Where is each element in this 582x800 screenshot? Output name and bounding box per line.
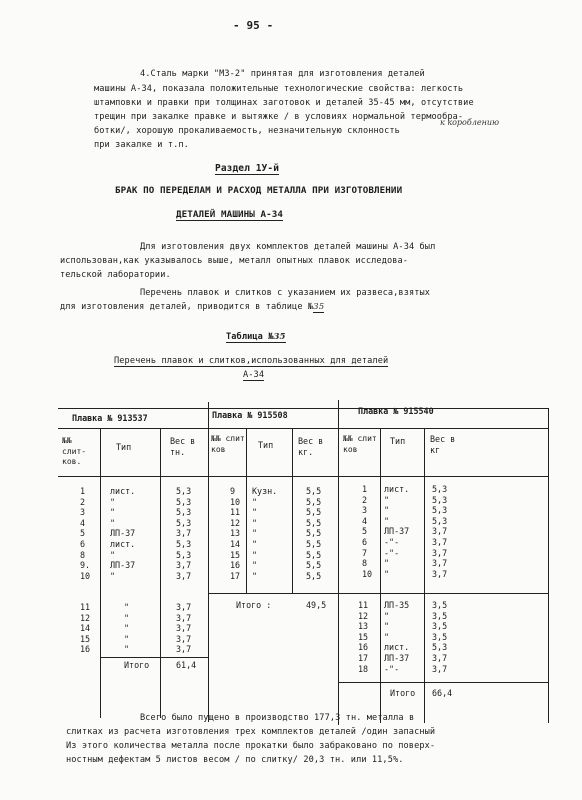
melt2-row-ingot-number: 11	[230, 507, 241, 518]
melt1-row-weight: 3,7	[176, 623, 192, 634]
melt3-row-type: "	[384, 515, 390, 526]
melt1-row-ingot-number: 1	[80, 486, 86, 496]
melt3-col-ingot: №№ слит ков	[343, 434, 377, 454]
melt3-row-ingot-number: 6	[362, 537, 368, 547]
para4-line-1: Всего было пущено в производство 177,3 тн. металла в	[140, 713, 415, 723]
melt1-total-label: Итого	[124, 660, 150, 670]
melt1-row-type: ЛП-37	[110, 560, 136, 571]
melt1-row-ingot-number: 6	[80, 539, 86, 549]
melt2-row-ingot-number: 12	[230, 517, 241, 528]
melt1-row-type: "	[124, 612, 130, 623]
melt3-row-weight: 3,5	[432, 600, 448, 610]
melt3-row-weight: 5,3	[432, 494, 448, 505]
melt3-total-value: 66,4	[432, 688, 453, 698]
melt2-row-weight: 5,5	[306, 486, 322, 496]
melt3-row-type: -"-	[384, 547, 400, 558]
para1-line-3: штамповки и правки при толщинах заготовок и деталей 35-45 мм, отсутствие	[94, 98, 474, 108]
melt1-row-ingot-number: 4	[80, 517, 86, 528]
table-header-rule	[58, 428, 548, 429]
melt2-row-type: "	[252, 549, 258, 560]
melt2-row-weight: 5,5	[306, 507, 322, 518]
melt1-row-weight: 5,3	[176, 507, 192, 518]
melt3-row-type: "	[384, 610, 390, 621]
melt1-row-weight: 3,7	[176, 602, 192, 612]
melt1-row-ingot-number: 5	[80, 528, 86, 539]
table-right-edge	[548, 408, 549, 723]
melt3-row-weight: 3,7	[432, 653, 448, 663]
melt1-row-weight: 3,7	[176, 528, 192, 539]
melt3-row-ingot-number: 17	[358, 653, 369, 663]
melt3-row-type: -"-	[384, 663, 400, 674]
melt1-row-weight: 3,7	[176, 560, 192, 571]
melt1-row-type: "	[124, 644, 130, 655]
melt2-col-type: Тип	[258, 440, 274, 450]
melt3-row-type: ЛП-35	[384, 600, 410, 610]
page-number: - 95 -	[233, 19, 274, 32]
melt2-row-ingot-number: 17	[230, 570, 241, 581]
melt1-row-weight: 5,3	[176, 539, 192, 549]
melt1-row-type: "	[124, 623, 130, 634]
melt2-row-weight: 5,5	[306, 528, 322, 539]
melt1-row-weight: 3,7	[176, 612, 192, 623]
melt3-row-weight: 3,7	[432, 547, 448, 558]
melt3-col-type: Тип	[390, 436, 406, 446]
melt1-row-weight: 3,7	[176, 644, 192, 655]
melt3-row-type: "	[384, 505, 390, 516]
melt2-row-ingot-number: 9	[230, 486, 236, 496]
melt3-row-weight: 5,3	[432, 642, 448, 653]
melt3-row-weight: 3,7	[432, 568, 448, 579]
para4-line-4: ностным дефектам 5 листов весом / по слитку/ 20,3 тн. или 11,5%.	[66, 755, 404, 765]
para1-line-6: при закалке и т.п.	[94, 140, 189, 150]
melt3-row-ingot-number: 13	[358, 621, 369, 632]
melt1-row-type: лист.	[110, 486, 136, 496]
melt1-row-ingot-number: 12	[80, 612, 91, 623]
table-caption-line-2: А-34	[243, 370, 265, 380]
melt3-row-ingot-number: 16	[358, 642, 369, 653]
col-line-2a	[246, 428, 247, 593]
section-heading-line-2: ДЕТАЛЕЙ МАШИНЫ А-34	[176, 209, 283, 220]
melt3-row-weight: 3,7	[432, 558, 448, 569]
melt3-row-weight: 5,3	[432, 505, 448, 516]
melt2-row-type: "	[252, 528, 258, 539]
melt3-total-rule	[338, 682, 548, 683]
melt3-row-weight: 5,3	[432, 484, 448, 494]
melt1-row-ingot-number: 8	[80, 549, 86, 560]
para2-line-1: Для изготовления двух комплектов деталей машины А-34 был	[140, 242, 436, 252]
melt3-row-type: "	[384, 558, 390, 569]
melt2-row-ingot-number: 15	[230, 549, 241, 560]
melt2-header: Плавка № 915508	[212, 410, 288, 420]
melt1-col-ingot: №№ слит-ков.	[62, 436, 87, 467]
col-line-3a	[380, 428, 381, 723]
melt1-row-ingot-number: 10	[80, 570, 91, 581]
table-divider-1	[208, 402, 209, 722]
melt3-row-type: ЛП-37	[384, 653, 410, 663]
melt1-row-ingot-number: 9.	[80, 560, 91, 571]
col-line-3b	[424, 428, 425, 723]
melt2-row-weight: 5,5	[306, 496, 322, 507]
table-colhead-rule	[58, 476, 548, 477]
melt2-row-ingot-number: 10	[230, 496, 241, 507]
table-label-text: Таблица №	[226, 332, 274, 342]
melt3-row-ingot-number: 5	[362, 526, 368, 537]
melt1-row-type: "	[124, 633, 130, 644]
melt1-row-type: "	[110, 517, 116, 528]
melt1-total-value: 61,4	[176, 660, 197, 670]
melt3-row-type: лист.	[384, 484, 410, 494]
melt3-row-ingot-number: 15	[358, 631, 369, 642]
melt2-row-ingot-number: 13	[230, 528, 241, 539]
table-label	[226, 332, 286, 343]
para3-line-1: Перечень плавок и слитков с указанием их развеса,взятых	[140, 288, 431, 298]
para1-line-2: машины А-34, показала положительные технологические свойства: легкость	[94, 84, 464, 94]
para1-line-4: трещин при закалке правке и вытяжке / в условиях нормальной термообра-	[94, 112, 464, 122]
melt1-header: Плавка № 913537	[72, 413, 148, 423]
melt1-col-type: Тип	[116, 442, 132, 452]
melt2-total-label: Итого :	[236, 600, 272, 610]
melt3-row-weight: 3,7	[432, 663, 448, 674]
melt3-row-type: "	[384, 494, 390, 505]
melt3-row-weight: 3,7	[432, 526, 448, 537]
melt1-row-type: лист.	[110, 539, 136, 549]
melt3-row-ingot-number: 7	[362, 547, 368, 558]
melt2-total-value: 49,5	[306, 600, 327, 610]
melt1-row-weight: 5,3	[176, 517, 192, 528]
melt3-row-ingot-number: 11	[358, 600, 369, 610]
para1-line-1: 4.Сталь марки "МЗ-2" принятая для изготовления деталей	[140, 69, 425, 79]
melt3-row-weight: 3,7	[432, 537, 448, 547]
melt1-row-ingot-number: 2	[80, 496, 86, 507]
melt3-row-ingot-number: 3	[362, 505, 368, 516]
melt2-col-ingot: №№ слит ков	[211, 434, 245, 454]
melt3-row-type: лист.	[384, 642, 410, 653]
melt3-split-rule	[338, 593, 548, 594]
melt3-row-type: -"-	[384, 537, 400, 547]
melt2-row-type: "	[252, 496, 258, 507]
table-top-rule	[58, 408, 548, 409]
para4-line-3: Из этого количества металла после прокатки было забраковано по поверх-	[66, 741, 436, 751]
melt1-row-ingot-number: 15	[80, 633, 91, 644]
melt3-total-label: Итого	[390, 688, 416, 698]
melt3-row-type: ЛП-37	[384, 526, 410, 537]
melt2-row-weight: 5,5	[306, 570, 322, 581]
melt3-row-ingot-number: 1	[362, 484, 368, 494]
melt1-row-weight: 3,7	[176, 570, 192, 581]
melt1-row-type: "	[110, 570, 116, 581]
melt2-row-type: "	[252, 560, 258, 571]
para1-line-5: ботки/, хорошую прокаливаемость, незначительную склонность	[94, 126, 400, 136]
col-line-1b	[160, 428, 161, 718]
col-line-2b	[292, 428, 293, 593]
melt1-row-weight: 5,3	[176, 486, 192, 496]
melt2-row-type: Кузн.	[252, 486, 278, 496]
melt3-row-ingot-number: 8	[362, 558, 368, 569]
melt3-row-weight: 3,5	[432, 631, 448, 642]
melt3-row-weight: 3,5	[432, 610, 448, 621]
section-heading-line-1: БРАК ПО ПЕРЕДЕЛАМ И РАСХОД МЕТАЛЛА ПРИ ИЗГОТОВЛЕНИИ	[115, 185, 403, 196]
melt2-row-type: "	[252, 539, 258, 549]
melt1-col-weight: Вес в тн.	[170, 436, 196, 457]
melt3-row-weight: 3,5	[432, 621, 448, 632]
melt1-row-type: "	[124, 602, 130, 612]
melt1-row-ingot-number: 14	[80, 623, 91, 634]
melt2-row-type: "	[252, 507, 258, 518]
para2-line-3: тельской лаборатории.	[60, 270, 171, 280]
melt1-row-weight: 5,3	[176, 549, 192, 560]
melt2-row-weight: 5,5	[306, 539, 322, 549]
melt2-col-weight: Вес в кг.	[298, 436, 324, 457]
melt2-row-type: "	[252, 570, 258, 581]
melt1-row-ingot-number: 11	[80, 602, 91, 612]
melt3-row-weight: 5,3	[432, 515, 448, 526]
melt2-total-rule	[208, 593, 338, 594]
para3-line-2-text: для изготовления деталей, приводится в таблице №	[60, 302, 314, 312]
para3-table-ref: 35	[313, 302, 325, 312]
para3-line-2	[60, 302, 324, 312]
melt3-row-ingot-number: 10	[362, 568, 373, 579]
melt1-total-rule	[100, 657, 208, 658]
table-divider-2	[338, 400, 339, 725]
para2-line-2: использован,как указывалось выше, металл опытных плавок исследова-	[60, 256, 409, 266]
melt3-row-ingot-number: 2	[362, 494, 368, 505]
melt2-row-weight: 5,5	[306, 517, 322, 528]
para4-line-2: слитках из расчета изготовления трех комплектов деталей /один запасный	[66, 727, 436, 737]
handwritten-note: к короблению	[440, 118, 500, 127]
melt3-row-ingot-number: 4	[362, 515, 368, 526]
melt1-row-type: "	[110, 507, 116, 518]
melt2-row-weight: 5,5	[306, 560, 322, 571]
melt2-row-weight: 5,5	[306, 549, 322, 560]
melt3-header: Плавка № 915540	[358, 406, 434, 416]
melt1-row-weight: 3,7	[176, 633, 192, 644]
melt3-row-ingot-number: 12	[358, 610, 369, 621]
melt3-col-weight: Вес в кг	[430, 434, 456, 455]
melt2-row-type: "	[252, 517, 258, 528]
section-title: Раздел 1У-й	[215, 163, 280, 174]
table-caption-line-1: Перечень плавок и слитков,использованных для деталей	[114, 356, 389, 366]
melt3-row-type: "	[384, 568, 390, 579]
melt1-row-type: "	[110, 496, 116, 507]
melt3-row-ingot-number: 18	[358, 663, 369, 674]
melt1-row-weight: 5,3	[176, 496, 192, 507]
col-line-1a	[100, 428, 101, 718]
melt2-row-ingot-number: 16	[230, 560, 241, 571]
melt1-row-ingot-number: 16	[80, 644, 91, 655]
melt2-row-ingot-number: 14	[230, 539, 241, 549]
melt3-row-type: "	[384, 631, 390, 642]
table-number: 35	[273, 332, 286, 342]
melt1-row-type: "	[110, 549, 116, 560]
melt3-row-type: "	[384, 621, 390, 632]
melt1-row-ingot-number: 3	[80, 507, 86, 518]
melt1-row-type: ЛП-37	[110, 528, 136, 539]
